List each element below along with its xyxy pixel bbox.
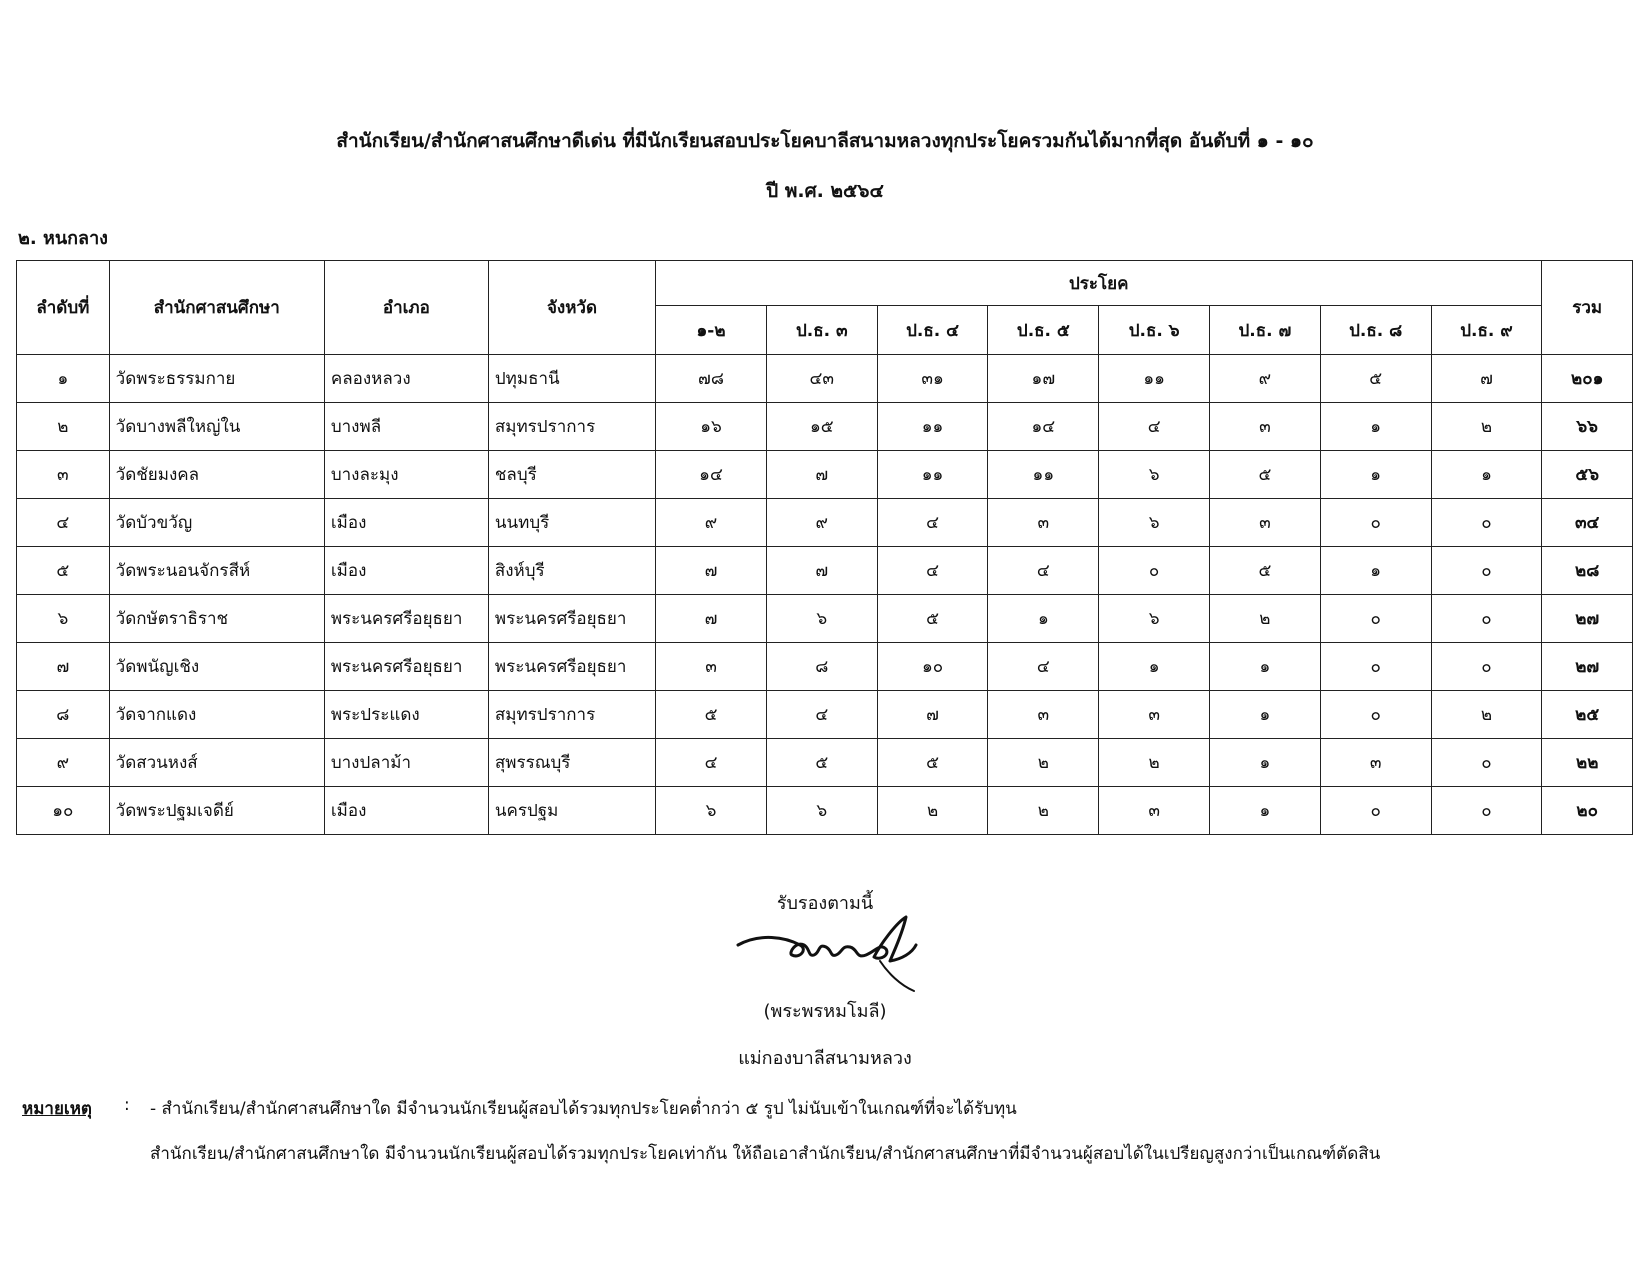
document-title: สำนักเรียน/สำนักศาสนศึกษาดีเด่น ที่มีนักเรียนสอบประโยคบาลีสนามหลวงทุกประโยครวมกันได้มากที่สุด อันดับที่ ๑ - ๑๐ [336,130,1314,152]
level-count-cell: ๗ [656,547,767,595]
header-district: อำเภอ [324,261,488,355]
rank-cell: ๖ [17,595,110,643]
level-count-cell: ๑๑ [1099,355,1210,403]
level-count-cell: ๐ [1431,643,1542,691]
level-count-cell: ๑ [1210,643,1321,691]
district-cell: เมือง [324,787,488,835]
level-count-cell: ๓ [656,643,767,691]
total-cell: ๓๔ [1542,499,1633,547]
endorsement-text: รับรองตามนี้ [776,893,874,914]
total-cell: ๖๖ [1542,403,1633,451]
signature-image [730,915,920,995]
rank-cell: ๑๐ [17,787,110,835]
level-count-cell: ๐ [1431,595,1542,643]
rank-cell: ๒ [17,403,110,451]
note-label: หมายเหตุ [22,1099,92,1119]
district-cell: บางละมุง [324,451,488,499]
level-count-cell: ๔ [877,499,988,547]
school-cell: วัดกษัตราธิราช [109,595,324,643]
rank-cell: ๓ [17,451,110,499]
province-cell: ชลบุรี [488,451,655,499]
level-count-cell: ๑๑ [877,451,988,499]
level-count-cell: ๑๑ [877,403,988,451]
level-count-cell: ๖ [1099,595,1210,643]
header-rank: ลำดับที่ [17,261,110,355]
header-total: รวม [1542,261,1633,355]
level-count-cell: ๓๑ [877,355,988,403]
results-table [16,260,1633,835]
province-cell: สมุทรปราการ [488,403,655,451]
school-cell: วัดพระนอนจักรสีห์ [109,547,324,595]
signer-name: (พระพรหมโมลี) [763,1001,887,1022]
district-cell: บางปลาม้า [324,739,488,787]
level-count-cell: ๖ [656,787,767,835]
level-count-cell: ๕ [1210,547,1321,595]
district-cell: พระประแดง [324,691,488,739]
district-cell: บางพลี [324,403,488,451]
level-count-cell: ๕ [877,739,988,787]
level-count-cell: ๑๖ [656,403,767,451]
level-count-cell: ๕ [1210,451,1321,499]
level-count-cell: ๐ [1431,739,1542,787]
level-count-cell: ๔ [1099,403,1210,451]
table-row [17,499,1633,547]
level-count-cell: ๗ [656,595,767,643]
school-cell: วัดจากแดง [109,691,324,739]
level-count-cell: ๙ [1210,355,1321,403]
rank-cell: ๙ [17,739,110,787]
level-count-cell: ๗ [1431,355,1542,403]
level-count-cell: ๒ [988,739,1099,787]
level-count-cell: ๓ [988,691,1099,739]
level-count-cell: ๑ [1210,691,1321,739]
header-level: ๑-๒ [656,306,767,355]
level-count-cell: ๒ [877,787,988,835]
level-count-cell: ๔ [877,547,988,595]
level-count-cell: ๗ [877,691,988,739]
level-count-cell: ๑๑ [988,451,1099,499]
level-count-cell: ๑ [1210,787,1321,835]
province-cell: พระนครศรีอยุธยา [488,595,655,643]
table-row [17,739,1633,787]
level-count-cell: ๒ [1099,739,1210,787]
region-heading: ๒. หนกลาง [18,228,108,249]
level-count-cell: ๑๗ [988,355,1099,403]
province-cell: สิงห์บุรี [488,547,655,595]
total-cell: ๒๘ [1542,547,1633,595]
rank-cell: ๗ [17,643,110,691]
header-level: ป.ธ. ๙ [1431,306,1542,355]
level-count-cell: ๓ [1210,499,1321,547]
level-count-cell: ๐ [1320,595,1431,643]
level-count-cell: ๐ [1320,691,1431,739]
level-count-cell: ๑ [1099,643,1210,691]
total-cell: ๕๖ [1542,451,1633,499]
level-count-cell: ๒ [1210,595,1321,643]
province-cell: นครปฐม [488,787,655,835]
level-count-cell: ๒ [988,787,1099,835]
rank-cell: ๘ [17,691,110,739]
level-count-cell: ๖ [1099,451,1210,499]
header-level: ป.ธ. ๔ [877,306,988,355]
level-count-cell: ๖ [766,595,877,643]
district-cell: คลองหลวง [324,355,488,403]
level-count-cell: ๔ [766,691,877,739]
level-count-cell: ๐ [1320,499,1431,547]
table-row [17,787,1633,835]
level-count-cell: ๙ [656,499,767,547]
level-count-cell: ๓ [1099,691,1210,739]
note-colon: : [124,1095,130,1115]
level-count-cell: ๑ [1320,451,1431,499]
level-count-cell: ๗ [766,451,877,499]
level-count-cell: ๔ [656,739,767,787]
level-count-cell: ๑๐ [877,643,988,691]
district-cell: พระนครศรีอยุธยา [324,595,488,643]
total-cell: ๒๒ [1542,739,1633,787]
level-count-cell: ๐ [1431,787,1542,835]
rank-cell: ๕ [17,547,110,595]
header-province: จังหวัด [488,261,655,355]
total-cell: ๒๕ [1542,691,1633,739]
note-line-1: - สำนักเรียน/สำนักศาสนศึกษาใด มีจำนวนนักเรียนผู้สอบได้รวมทุกประโยคต่ำกว่า ๕ รูป ไม่นับเข้าในเกณฑ์ที่จะได้รับทุน [150,1099,1017,1119]
header-level: ป.ธ. ๘ [1320,306,1431,355]
rank-cell: ๔ [17,499,110,547]
level-count-cell: ๑ [1210,739,1321,787]
table-row [17,355,1633,403]
province-cell: สมุทรปราการ [488,691,655,739]
header-level: ป.ธ. ๗ [1210,306,1321,355]
province-cell: นนทบุรี [488,499,655,547]
level-count-cell: ๙ [766,499,877,547]
level-count-cell: ๐ [1320,643,1431,691]
header-level: ป.ธ. ๓ [766,306,877,355]
header-level: ป.ธ. ๕ [988,306,1099,355]
level-count-cell: ๕ [1320,355,1431,403]
school-cell: วัดพระธรรมกาย [109,355,324,403]
level-count-cell: ๑๕ [766,403,877,451]
header-school: สำนักศาสนศึกษา [109,261,324,355]
level-count-cell: ๑ [1320,403,1431,451]
table-body [17,355,1633,835]
district-cell: พระนครศรีอยุธยา [324,643,488,691]
level-count-cell: ๓ [1320,739,1431,787]
level-count-cell: ๐ [1099,547,1210,595]
table-row [17,451,1633,499]
level-count-cell: ๓ [988,499,1099,547]
total-cell: ๒๗ [1542,643,1633,691]
level-count-cell: ๗๘ [656,355,767,403]
level-count-cell: ๑ [1431,451,1542,499]
level-count-cell: ๒ [1431,691,1542,739]
table-row [17,403,1633,451]
level-count-cell: ๘ [766,643,877,691]
level-count-cell: ๐ [1320,787,1431,835]
level-count-cell: ๑ [988,595,1099,643]
total-cell: ๒๐๑ [1542,355,1633,403]
level-count-cell: ๑ [1320,547,1431,595]
district-cell: เมือง [324,499,488,547]
table-row [17,643,1633,691]
level-count-cell: ๔ [988,643,1099,691]
level-count-cell: ๖ [766,787,877,835]
province-cell: สุพรรณบุรี [488,739,655,787]
level-count-cell: ๓ [1099,787,1210,835]
level-count-cell: ๓ [1210,403,1321,451]
document-year: ปี พ.ศ. ๒๕๖๔ [766,180,884,202]
level-count-cell: ๐ [1431,547,1542,595]
school-cell: วัดชัยมงคล [109,451,324,499]
level-count-cell: ๑๔ [656,451,767,499]
level-count-cell: ๕ [656,691,767,739]
level-count-cell: ๔ [988,547,1099,595]
school-cell: วัดพระปฐมเจดีย์ [109,787,324,835]
header-level: ป.ธ. ๖ [1099,306,1210,355]
level-count-cell: ๐ [1431,499,1542,547]
school-cell: วัดสวนหงส์ [109,739,324,787]
rank-cell: ๑ [17,355,110,403]
note-line-2: สำนักเรียน/สำนักศาสนศึกษาใด มีจำนวนนักเรียนผู้สอบได้รวมทุกประโยคเท่ากัน ให้ถือเอาสำนักเรียน/สำนักศาสนศึกษาที่มีจำนวนผู้สอบได้ในเปรียญสูงกว่าเป็นเกณฑ์ตัดสิน [150,1144,1381,1164]
level-count-cell: ๑๔ [988,403,1099,451]
level-count-cell: ๖ [1099,499,1210,547]
signer-title: แม่กองบาลีสนามหลวง [738,1048,912,1069]
level-count-cell: ๔๓ [766,355,877,403]
province-cell: พระนครศรีอยุธยา [488,643,655,691]
total-cell: ๒๐ [1542,787,1633,835]
school-cell: วัดบางพลีใหญ่ใน [109,403,324,451]
level-count-cell: ๕ [766,739,877,787]
table-row [17,691,1633,739]
school-cell: วัดบัวขวัญ [109,499,324,547]
table-row [17,595,1633,643]
province-cell: ปทุมธานี [488,355,655,403]
table-row [17,547,1633,595]
header-level-group: ประโยค [656,261,1542,306]
level-count-cell: ๒ [1431,403,1542,451]
total-cell: ๒๗ [1542,595,1633,643]
district-cell: เมือง [324,547,488,595]
level-count-cell: ๗ [766,547,877,595]
school-cell: วัดพนัญเชิง [109,643,324,691]
level-count-cell: ๕ [877,595,988,643]
